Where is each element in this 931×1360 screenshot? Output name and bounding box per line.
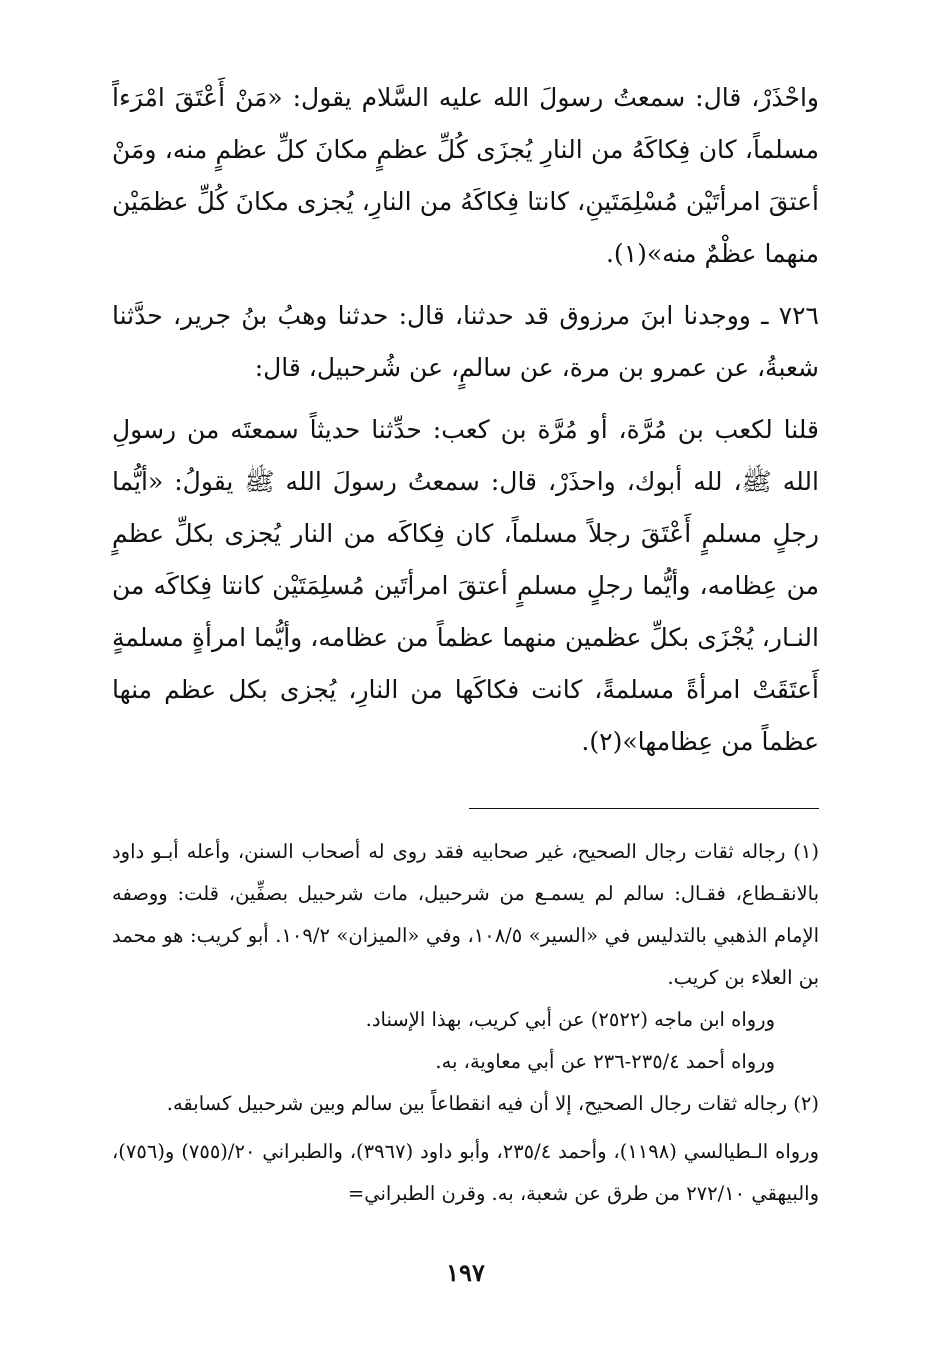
footnote-2-sources: ورواه الـطيالسي (١١٩٨)، وأحمد ٢٣٥/٤، وأبو داود (٣٩٦٧)، والطبراني ٢٠/(٧٥٥) و(٧٥٦)، والبيهقي ٢٧٢/١٠ من طرق عن شعبة، به. وقرن الطبراني= [112, 1140, 820, 1205]
footnotes [112, 831, 819, 1215]
page-number: ١٩٧ [446, 1258, 485, 1287]
footnote-1-source-ibn-majah: ورواه ابن ماجه (٢٥٢٢) عن أبي كريب، بهذا الإسناد. [365, 1008, 775, 1031]
paragraph-hadith-726-matn: قلنا لكعب بن مُرَّة، أو مُرَّة بن كعب: حدِّثنا حديثاً سمعتَه من رسولِ الله ﷺ، لله أبوك، واحذَرْ، قال: سمعتُ رسولَ الله ﷺ يقولُ: «أيُّما رجلٍ مسلمٍ أَعْتَقَ رجلاً مسلماً، كان فِكاكَه من النار يُجزى بكلِّ عظمٍ من عِظامه، وأيُّما رجلٍ مسلمٍ أعتقَ امرأتَين مُسلِمَتَيْن كانتا فِكاكَه من النـار، يُجْزَى بكلِّ عظمين منهما عظماً من عظامه، وأيُّما امرأةٍ مسلمةٍ أَعتَقَتْ امرأةً مسلمةً، كانت فكاكَها من النارِ، يُجزى بكل عظم منها عظماً من عِظامها»(٢). [112, 415, 819, 756]
paragraph-hadith-726-isnad: ٧٢٦ ـ ووجدنا ابنَ مرزوق قد حدثنا، قال: حدثنا وهبُ بنُ جرير، حدَّثنا شعبةُ، عن عمرو بن مرة، عن سالمٍ، عن شُرحبيل، قال: [112, 301, 819, 382]
footnote-1: (١) رجاله ثقات رجال الصحيح، غير صحابيه فقد روى له أصحاب السنن، وأعله أبـو داود بالانقـطاع، فقـال: سالم لم يسمـع من شرحبيل، مات شرحبيل بصفِّين، قلت: ووصفه الإمام الذهبي بالتدليس في «السير» ١٠٨/٥، وفي «الميزان» ١٠٩/٢. أبو كريب: هو محمد بن العلاء بن كريب. [112, 840, 819, 989]
main-text [112, 72, 819, 768]
footnote-separator [469, 808, 819, 809]
footnote-2: (٢) رجاله ثقات رجال الصحيح، إلا أن فيه انقطاعاً بين سالم وبين شرحبيل كسابقه. [166, 1092, 819, 1115]
paragraph-hadith-725-end: واحْذَرْ، قال: سمعتُ رسولَ الله عليه السَّلام يقول: «مَنْ أَعْتَقَ امْرَءاً مسلماً، كان فِكاكَهُ من النارِ يُجزَى كُلِّ عظمٍ مكانَ كلِّ عظمٍ منه، ومَنْ أعتقَ امرأتَيْن مُسْلِمَتَينِ، كانتا فِكاكَهُ من النارِ، يُجزى مكانَ كُلِّ عظمَيْن منهما عظْمٌ منه»(١). [112, 83, 819, 268]
footnote-1-source-ahmad: ورواه أحمد ٢٣٥/٤-٢٣٦ عن أبي معاوية، به. [435, 1050, 775, 1073]
